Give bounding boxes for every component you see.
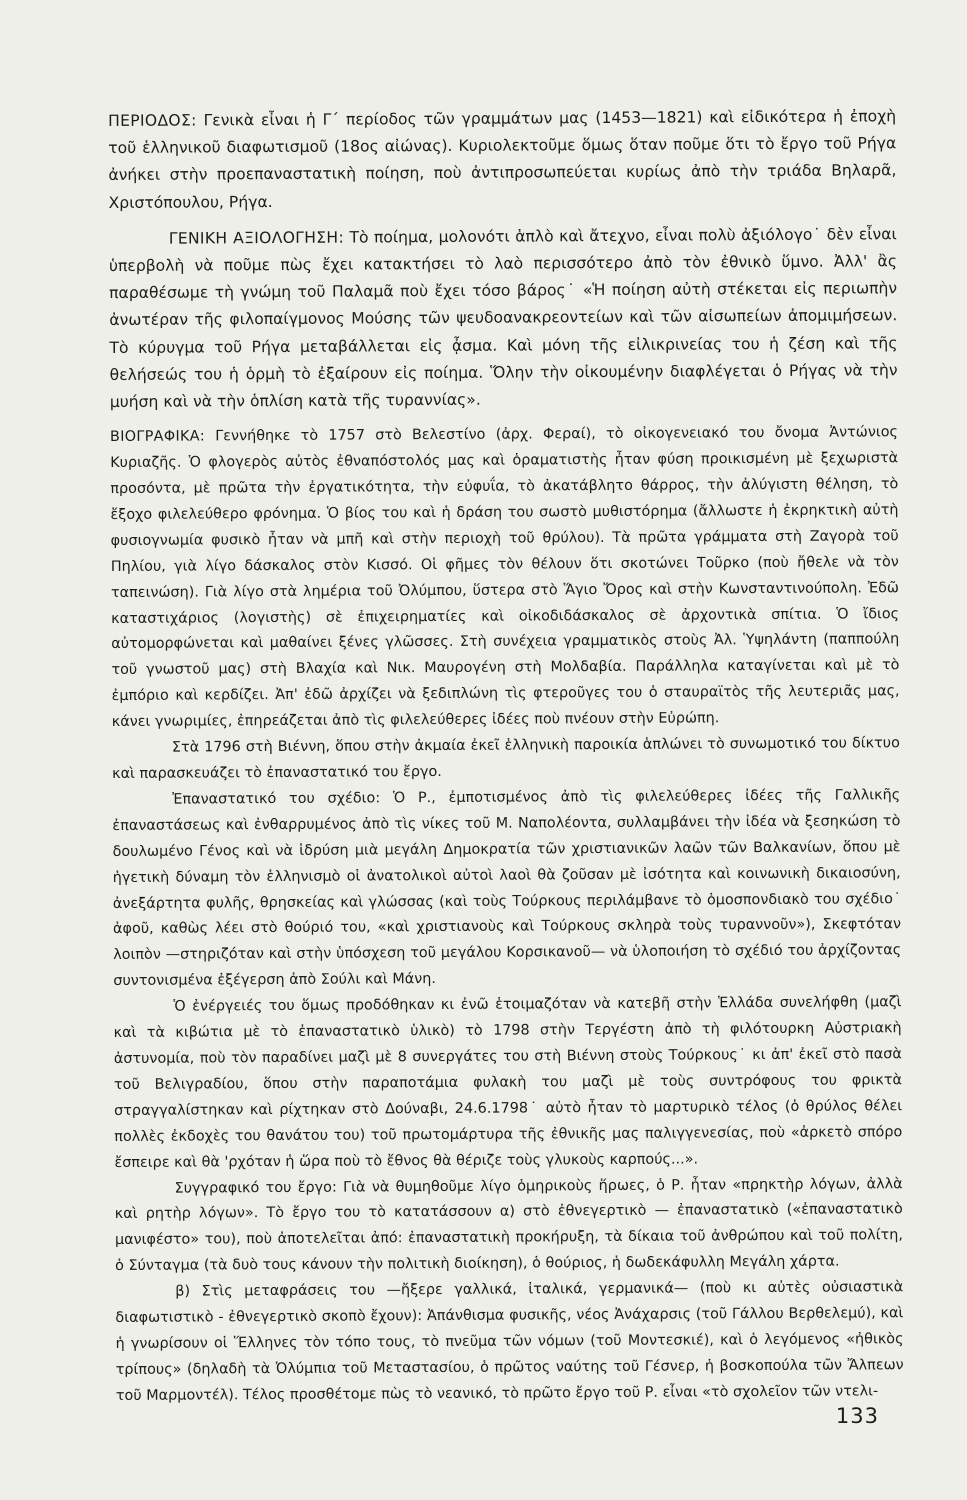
paragraph-axiologisi bbox=[109, 221, 898, 416]
paragraph-viografika bbox=[110, 420, 900, 736]
paragraph-schedio: Ἐπαναστατικό του σχέδιο: Ὁ Ρ., ἐμποτισμένος ἀπὸ τὶς φιλελεύθερες ἰδέες τῆς Γαλλικῆς ἐπαναστάσεως καὶ ἐνθαρρυμένος ἀπὸ τὶς νίκες τοῦ Μ. Ναπολέοντα, συλλαμβάνει τὴν ἰδέα νὰ ξεσηκώση τὸ δουλωμένο Γένος καὶ νὰ ἱδρύση μιὰ μεγάλη Δημοκρατία τῶν χριστιανικῶν λαῶν τῶν Βαλκανίων, ὅπου μὲ ἡγετικὴ δύναμη τὸν ἑλληνισμὸ οἱ ἀνατολικοὶ αὐτοὶ λαοὶ θὰ ζοῦσαν μὲ ἰσότητα καὶ κοινωνικὴ δικαιοσύνη, ἀνεξάρτητα φυλῆς, θρησκείας καὶ γλώσσας (καὶ τοὺς Τούρκους περιλάμβανε τὸ ὁμοσπονδιακὸ του σχέδιο˙ ἀφοῦ, καθὼς λέει στὸ θούριό του, «καὶ χριστιανοὺς καὶ Τούρκους σκληρὰ τοὺς τυραννοῦν»), Σκεφτόταν λοιπὸν —στηριζόταν καὶ στὴν ὑπόσχεση τοῦ μεγάλου Κορσικανοῦ— νὰ ὑλοποιήση τὸ σχέδιό του ἀρχίζοντας συντονισμένα ἐξέγερση ἀπὸ Σούλι καὶ Μάνη. bbox=[112, 787, 902, 990]
heading-axiologisi: ΓΕΝΙΚΗ ΑΞΙΟΛΟΓΗΣΗ: bbox=[168, 228, 345, 248]
biography-section bbox=[110, 420, 904, 1409]
paragraph-syggrafiko: Συγγραφικό του ἔργο: Γιὰ νὰ θυμηθοῦμε λίγο ὁμηρικοὺς ἥρωες, ὁ Ρ. ἦταν «πρηκτὴρ λόγων, ἀλλὰ καὶ ρητὴρ λόγων». Τὸ ἔργο του τὸ κατατάσσουν α) στὸ ἐθνεγερτικὸ — ἐπαναστατικὸ («ἐπαναστατικὸ μανιφέστο» του), ποὺ ἀποτελεῖται ἀπό: ἐπαναστατικὴ προκήρυξη, τὰ δίκαια τοῦ ἀνθρώπου καὶ τοῦ πολίτη, ὁ Σύνταγμα (τὰ δυὸ τους κάνουν τὴν πολιτικὴ διοίκηση), ὁ θούριος, ἡ δωδεκάφυλλη Μεγάλη χάρτα. bbox=[114, 1175, 903, 1275]
body-text bbox=[108, 103, 904, 1409]
text-periodos: Γενικὰ εἶναι ἡ Γ΄ περίοδος τῶν γραμμάτων μας (1453—1821) καὶ εἰδικότερα ἡ ἐποχὴ τοῦ ἑλληνικοῦ διαφωτισμοῦ (18ος αἰώνας). Κυριολεκτοῦμε ὅμως ὅταν ποῦμε ὅτι τὸ ἔργο τοῦ Ρήγα ἀνήκει στὴν προεπαναστατικὴ ποίηση, ποὺ ἀντιπροσωπεύεται κυρίως ἀπὸ τὴν τριάδα Βηλαρᾶ, Χριστόπουλου, Ρήγα. bbox=[108, 107, 897, 212]
heading-viografika: ΒΙΟΓΡΑΦΙΚΑ: bbox=[109, 428, 206, 446]
heading-periodos: ΠΕΡΙΟΔΟΣ: bbox=[108, 111, 197, 130]
page-number: 133 bbox=[835, 1404, 879, 1428]
paragraph-periodos bbox=[108, 103, 897, 217]
paragraph-energeies: Ὁ ἐνέργειές του ὅμως προδόθηκαν κι ἐνῶ ἑτοιμαζόταν νὰ κατεβῆ στὴν Ἑλλάδα συνελήφθη (μαζὶ καὶ τὰ κιβώτια μὲ τὸ ἐπαναστατικὸ ὑλικὸ) τὸ 1798 στὴν Τεργέστη ἀπὸ τὴ φιλότουρκη Αὐστριακὴ ἀστυνομία, ποὺ τὸν παραδίνει μαζὶ μὲ 8 συνεργάτες του στὴ Βιέννη στοὺς Τούρκους˙ κι ἀπ' ἐκεῖ στὸ πασὰ τοῦ Βελιγραδίου, ὅπου στὴν παραποτάμια φυλακὴ του μαζὶ μὲ τοὺς συντρόφους του φρικτὰ στραγγαλίστηκαν καὶ ρίχτηκαν στὸ Δούναβι, 24.6.1798˙ αὐτὸ ἦταν τὸ μαρτυρικὸ τέλος (ὁ θρύλος θέλει πολλὲς ἐκδοχὲς του θανάτου του) τοῦ πρωτομάρτυρα τῆς ἐθνικῆς μας παλιγγενεσίας, ποὺ «ἀρκετὸ σπόρο ἔσπειρε καὶ θὰ 'ρχόταν ἡ ὥρα ποὺ τὸ ἔθνος θὰ θέριζε τοὺς γλυκοὺς καρπούς...». bbox=[113, 994, 903, 1171]
text-axiologisi: Τὸ ποίημα, μολονότι ἁπλὸ καὶ ἄτεχνο, εἶναι πολὺ ἀξιόλογο˙ δὲν εἶναι ὑπερβολὴ νὰ ποῦμε πὼς ἔχει κατακτήσει τὸ λαὸ περισσότερο ἀπὸ τὸν ἐθνικὸ ὕμνο. Ἀλλ' ἂς παραθέσωμε τὴ γνώμη τοῦ Παλαμᾶ ποὺ ἔχει τόσο βάρος˙ «Ἡ ποίηση αὐτὴ στέκεται εἰς περιωπὴν ἀνωτέραν τῆς φιλοπαίγμονος Μούσης τῶν ψευδοανακρεοντείων καὶ τῶν αἰσωπείων ἀπομιμήσεων. Τὸ κύρυγμα τοῦ Ρήγα μεταβάλλεται εἰς ᾆσμα. Καὶ μόνη τῆς εἰλικρινείας του ἡ ζέση καὶ τῆς θελήσεώς του ἡ ὁρμὴ τὸ ἐξαίρουν εἰς ποίημα. Ὅλην τὴν οἰκουμένην διαφλέγεται ὁ Ρήγας νὰ τὴν μυήση καὶ νὰ τὴν ὁπλίση κατὰ τῆς τυραννίας». bbox=[108, 224, 898, 412]
paragraph-vienna: Στὰ 1796 στὴ Βιέννη, ὅπου στὴν ἀκμαία ἐκεῖ ἑλληνικὴ παροικία ἁπλώνει τὸ συνωμοτικό του δίκτυο καὶ παρασκευάζει τὸ ἐπαναστατικό του ἔργο. bbox=[112, 735, 900, 783]
paragraph-metafraseis: β) Στὶς μεταφράσεις του —ἤξερε γαλλικά, ἰταλικά, γερμανικά— (ποὺ κι αὐτὲς οὐσιαστικὰ διαφωτιστικὸ - ἐθνεγερτικὸ σκοπὸ ἔχουν): Ἀπάνθισμα φυσικῆς, νέος Ἀνάχαρσις (τοῦ Γάλλου Βερθελεμύ), καὶ ἡ γνωρίσουν οἱ Ἕλληνες τὸν τόπο τους, τὸ πνεῦμα τῶν νόμων (τοῦ Μοντεσκιέ), καὶ ὁ λεγόμενος «ἠθικὸς τρίπους» (δηλαδὴ τὰ Ὀλύμπια τοῦ Μεταστασίου, ὁ πρῶτος ναύτης τοῦ Γέσνερ, ἡ βοσκοπούλα τῶν Ἄλπεων τοῦ Μαρμοντέλ). Τέλος προσθέτομε πὼς τὸ νεανικό, τὸ πρῶτο ἔργο τοῦ Ρ. εἶναι «τὸ σχολεῖον τῶν ντελι- bbox=[115, 1279, 904, 1404]
text-viografika: Γεννήθηκε τὸ 1757 στὸ Βελεστίνο (ἀρχ. Φεραί), τὸ οἰκογενειακό του ὄνομα Ἀντώνιος Κυριαζῆς. Ὁ φλογερὸς αὐτὸς ἐθναπόστολός μας καὶ ὁραματιστὴς ἦταν φύση προικισμένη μὲ ξεχωριστὰ προσόντα, μὲ πρῶτα τὴν ἐργατικότητα, τὴν εὐφυΐα, τὸ ἀκατάβλητο θάρρος, τὴν ἀλύγιστη θέληση, τὸ ἔξοχο φιλελεύθερο φρόνημα. Ὁ βίος του καὶ ἡ δράση του σωστὸ μυθιστόρημα (ἄλλωστε ἡ ἐκρηκτικὴ αὐτὴ φυσιογνωμία φυσικὸ ἦταν νὰ μπῆ καὶ στὴν περιοχὴ τοῦ θρύλου). Τὰ πρῶτα γράμματα στὴ Ζαγορὰ τοῦ Πηλίου, γιὰ λίγο δάσκαλος στὸν Κισσό. Οἱ φῆμες τὸν θέλουν ὅτι σκοτώνει Τοῦρκο (ποὺ ἤθελε νὰ τὸν ταπεινώση). Γιὰ λίγο στὰ λημέρια τοῦ Ὀλύμπου, ὕστερα στὸ Ἅγιο Ὄρος καὶ στὴν Κωνσταντινούπολη. Ἐδῶ καταστιχάριος (λογιστὴς) σὲ ἐπιχειρηματίες καὶ οἰκοδιδάσκαλος σὲ ἀρχοντικὰ σπίτια. Ὁ ἴδιος αὐτομορφώνεται καὶ μαθαίνει ξένες γλῶσσες. Στὴ συνέχεια γραμματικὸς στοὺς Ἀλ. Ὑψηλάντη (παππούλη τοῦ γνωστοῦ μας) στὴ Βλαχία καὶ Νικ. Μαυρογένη στὴ Μολδαβία. Παράλληλα καταγίνεται καὶ μὲ τὸ ἐμπόριο καὶ κερδίζει. Ἀπ' ἐδῶ ἀρχίζει νὰ ξεδιπλώνη τὶς φτεροῦγες του ὁ σταυραϊτὸς τῆς λευτεριᾶς μας, κάνει γνωριμίες, ἐπηρεάζεται ἀπὸ τὶς φιλελεύθερες ἰδέες ποὺ πνέουν στὴν Εὐρώπη. bbox=[110, 424, 900, 731]
